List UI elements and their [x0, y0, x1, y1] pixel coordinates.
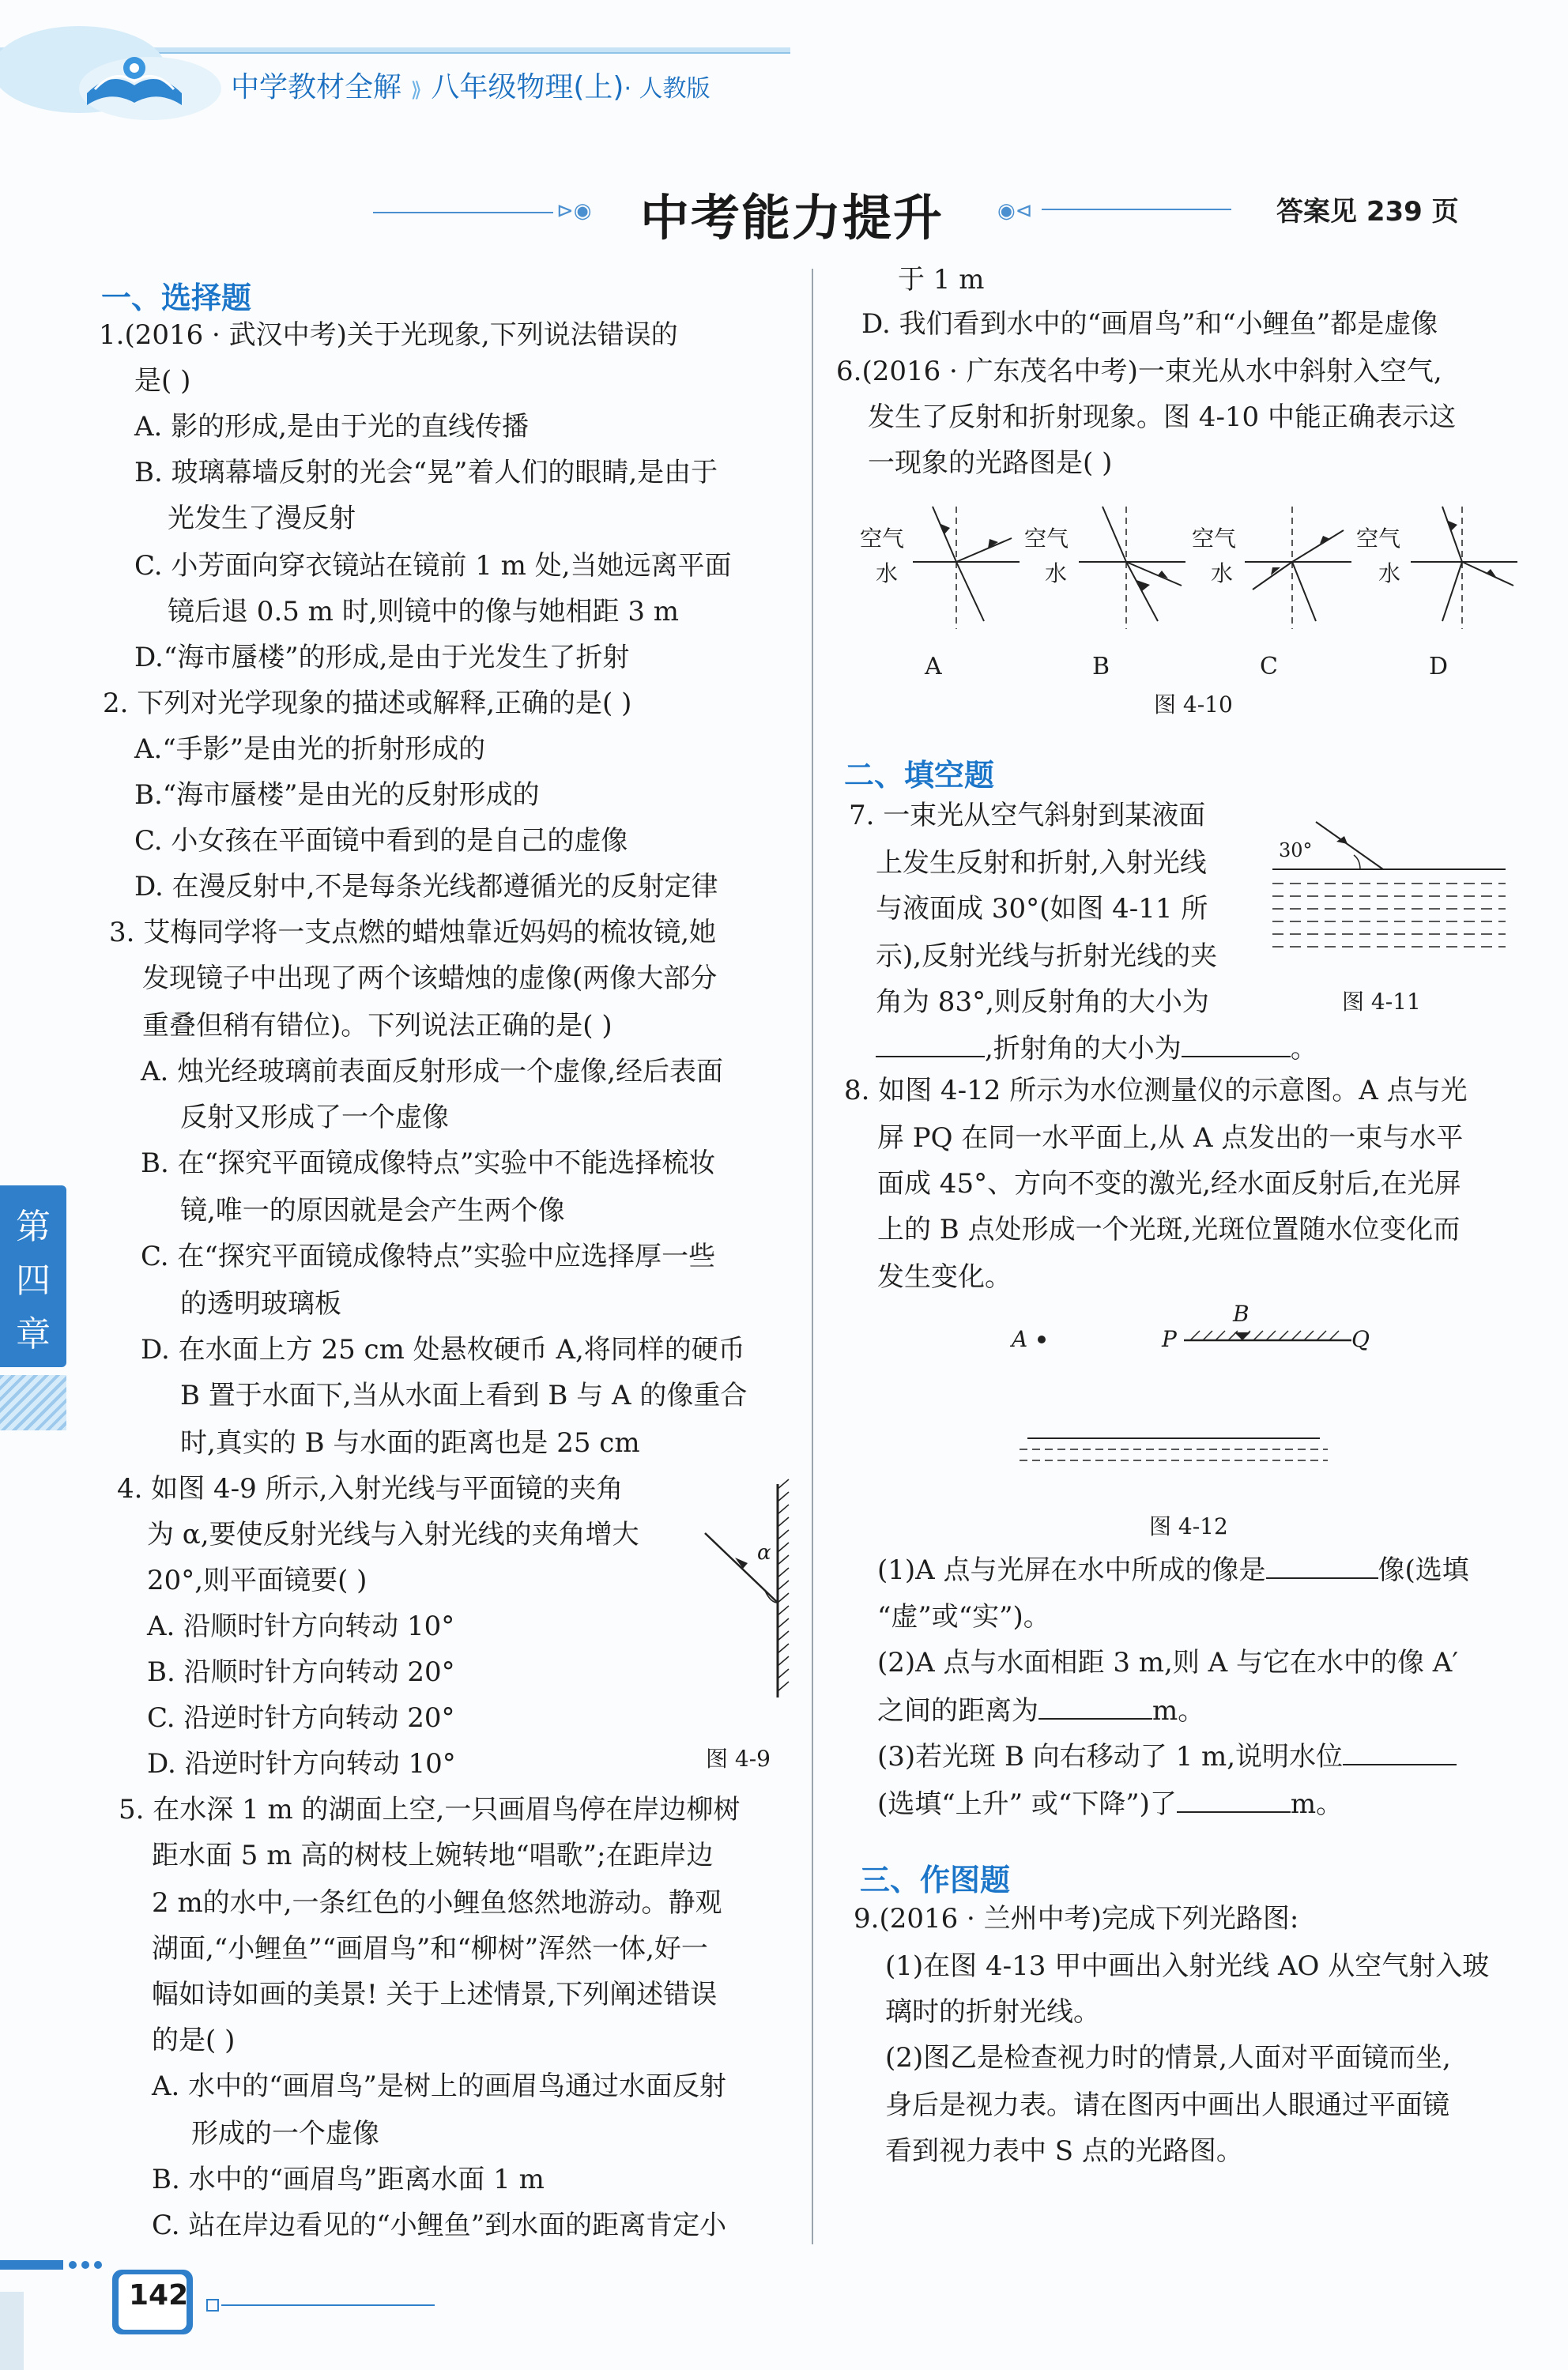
- q3-option: D. 在水面上方 25 cm 处悬枚硬币 A,将同样的硬币: [141, 1334, 745, 1366]
- fig410-option-a: [913, 507, 1020, 629]
- fig410-label-a: A: [925, 653, 942, 680]
- q7-line: 与液面成 30°(如图 4-11 所: [876, 893, 1208, 925]
- q1-option: B. 玻璃幕墙反射的光会“晃”着人们的眼睛,是由于: [134, 457, 718, 488]
- q2-option: B.“海市蜃楼”是由光的反射形成的: [134, 779, 540, 811]
- q1-line: 是( ): [134, 365, 191, 397]
- fig410-option-b: [1079, 507, 1185, 629]
- fig49-alpha: α: [757, 1541, 771, 1565]
- fig410-label-b: B: [1092, 653, 1110, 680]
- q5-line: 2 m的水中,一条红色的小鲤鱼悠然地游动。静观: [152, 1887, 722, 1919]
- q2-option: C. 小女孩在平面镜中看到的是自己的虚像: [134, 825, 628, 857]
- figure-4-12: [1004, 1304, 1351, 1478]
- q4-line: 为 α,要使反射光线与入射光线的夹角增大: [147, 1519, 639, 1550]
- fig411-angle-label: 30°: [1279, 839, 1313, 861]
- fig410-caption: 图 4-10: [1154, 691, 1233, 718]
- q1-line: 1.(2016 · 武汉中考)关于光现象,下列说法错误的: [99, 319, 678, 351]
- q6-line: 一现象的光路图是( ): [868, 447, 1113, 479]
- fig412-point-q: Q: [1351, 1326, 1370, 1352]
- q8-sub3-cont: (选填“上升” 或“下降”)了 m。: [877, 1788, 1344, 1820]
- q7-blank-reflection[interactable]: [876, 1032, 985, 1057]
- q4-option: A. 沿顺时针方向转动 10°: [147, 1611, 455, 1642]
- fig411-caption: 图 4-11: [1342, 989, 1421, 1015]
- fig410-water-b: 水: [1045, 560, 1068, 586]
- fig410-water-d: 水: [1378, 560, 1401, 586]
- q1-option: D.“海市蜃楼”的形成,是由于光发生了折射: [134, 642, 630, 673]
- chapter-tab-stripes: [0, 1375, 66, 1430]
- q9-sub2-cont: 看到视力表中 S 点的光路图。: [885, 2135, 1243, 2167]
- title-right-arrows-icon: ◉⊲: [997, 199, 1033, 223]
- q7-line: 上发生反射和折射,入射光线: [876, 847, 1207, 879]
- q9-sub2: (2)图乙是检查视力时的情景,人面对平面镜而坐,: [885, 2042, 1451, 2074]
- q4-line: 20°,则平面镜要( ): [147, 1565, 368, 1596]
- q5-option: A. 水中的“画眉鸟”是树上的画眉鸟通过水面反射: [152, 2070, 726, 2102]
- page-title: 中考能力提升: [640, 189, 944, 247]
- q3-option: A. 烛光经玻璃前表面反射形成一个虚像,经后表面: [141, 1056, 723, 1087]
- q7-answer-line: ,折射角的大小为 。: [876, 1032, 1317, 1064]
- section-choice: 一、选择题: [101, 281, 252, 315]
- title-left-rule: [373, 212, 553, 213]
- q9-sub2-cont: 身后是视力表。请在图丙中画出人眼通过平面镜: [885, 2089, 1449, 2121]
- fig410-air-d: 空气: [1356, 526, 1401, 552]
- q1-option: C. 小芳面向穿衣镜站在镜前 1 m 处,当她远离平面: [134, 550, 732, 582]
- q2-option: A.“手影”是由光的折射形成的: [134, 733, 486, 765]
- q8-line: 上的 B 点处形成一个光斑,光斑位置随水位变化而: [877, 1214, 1461, 1245]
- figure-4-11: [1268, 798, 1510, 956]
- q5-line: 5. 在水深 1 m 的湖面上空,一只画眉鸟停在岸边柳树: [119, 1794, 741, 1826]
- q8-sub3: (3)若光斑 B 向右移动了 1 m,说明水位: [877, 1740, 1457, 1773]
- fig410-water-c: 水: [1211, 560, 1234, 586]
- q3-option: C. 在“探究平面镜成像特点”实验中应选择厚一些: [141, 1241, 716, 1272]
- answer-reference: 答案见 239 页: [1276, 196, 1459, 228]
- fig410-air-a: 空气: [860, 526, 905, 552]
- q7-line: 角为 83°,则反射角的大小为: [876, 986, 1209, 1018]
- q3-option: 时,真实的 B 与水面的距离也是 25 cm: [180, 1427, 640, 1459]
- book-edition: · 人教版: [624, 75, 710, 103]
- q5-option: 形成的一个虚像: [191, 2118, 379, 2150]
- q1-option: 镜后退 0.5 m 时,则镜中的像与她相距 3 m: [168, 596, 680, 627]
- book-subject: 八年级物理(上): [431, 71, 624, 104]
- title-left-arrows-icon: ⊳◉: [556, 199, 592, 223]
- q3-option: 的透明玻璃板: [180, 1288, 341, 1320]
- q5-line: 湖面,“小鲤鱼”“画眉鸟”和“柳树”浑然一体,好一: [152, 1933, 708, 1965]
- fig410-label-d: D: [1429, 653, 1449, 680]
- q8-blank-distance[interactable]: [1038, 1694, 1152, 1720]
- q8-sub1: (1)A 点与光屏在水中所成的像是 像(选填: [877, 1554, 1469, 1586]
- fig410-option-d: [1411, 507, 1517, 629]
- fig410-label-c: C: [1260, 653, 1278, 680]
- section-fill: 二、填空题: [844, 758, 995, 793]
- q5-option: 于 1 m: [898, 264, 985, 296]
- q2-option: D. 在漫反射中,不是每条光线都遵循光的反射定律: [134, 871, 718, 902]
- q9-line: 9.(2016 · 兰州中考)完成下列光路图:: [854, 1903, 1299, 1935]
- q9-sub1-cont: 璃时的折射光线。: [885, 1996, 1100, 2028]
- q7-blank-refraction[interactable]: [1182, 1032, 1291, 1057]
- fig410-option-c: [1245, 507, 1351, 629]
- q2-line: 2. 下列对光学现象的描述或解释,正确的是( ): [103, 688, 632, 719]
- fig49-caption: 图 4-9: [706, 1746, 771, 1772]
- q5-line: 的是( ): [152, 2025, 236, 2056]
- q8-sub2: (2)A 点与水面相距 3 m,则 A 与它在水中的像 A′: [877, 1647, 1459, 1679]
- figure-4-9: [695, 1478, 798, 1707]
- q8-blank-direction[interactable]: [1343, 1740, 1457, 1765]
- q3-line: 3. 艾梅同学将一支点燃的蜡烛靠近妈妈的梳妆镜,她: [109, 917, 717, 948]
- q4-option: C. 沿逆时针方向转动 20°: [147, 1702, 455, 1734]
- chapter-tab-char: 四: [16, 1260, 51, 1301]
- q7-line: 7. 一束光从空气斜射到某液面: [849, 800, 1206, 831]
- q8-blank-change[interactable]: [1177, 1788, 1291, 1813]
- fig412-point-p: P: [1162, 1326, 1177, 1352]
- q7-line: 示),反射光线与折射光线的夹: [876, 940, 1218, 972]
- q1-option: 光发生了漫反射: [168, 503, 356, 534]
- q5-option: B. 水中的“画眉鸟”距离水面 1 m: [152, 2164, 545, 2195]
- fig412-point-b: B: [1233, 1301, 1250, 1327]
- q8-line: 8. 如图 4-12 所示为水位测量仪的示意图。A 点与光: [844, 1075, 1468, 1106]
- fig412-caption: 图 4-12: [1149, 1513, 1228, 1539]
- fig410-water-a: 水: [876, 560, 899, 586]
- footer-decoration: [0, 2244, 474, 2370]
- q9-sub1: (1)在图 4-13 甲中画出入射光线 AO 从空气射入玻: [885, 1950, 1490, 1982]
- q8-line: 屏 PQ 在同一水平面上,从 A 点发出的一束与水平: [877, 1122, 1464, 1154]
- fig410-air-b: 空气: [1024, 526, 1069, 552]
- q3-option: B 置于水面下,当从水面上看到 B 与 A 的像重合: [180, 1380, 748, 1411]
- chapter-tab-char: 第: [16, 1207, 51, 1247]
- header-decoration: [0, 0, 1568, 126]
- q4-option: D. 沿逆时针方向转动 10°: [147, 1748, 456, 1780]
- q3-option: 镜,唯一的原因就是会产生两个像: [180, 1195, 565, 1226]
- q4-line: 4. 如图 4-9 所示,入射光线与平面镜的夹角: [117, 1473, 624, 1505]
- q8-sub2-cont: 之间的距离为 m。: [877, 1695, 1205, 1727]
- q4-option: B. 沿顺时针方向转动 20°: [147, 1656, 455, 1688]
- q8-sub1-cont: “虚”或“实”)。: [877, 1601, 1050, 1633]
- q8-line: 面成 45°、方向不变的激光,经水面反射后,在光屏: [877, 1168, 1461, 1200]
- title-right-rule: [1042, 209, 1231, 210]
- q6-line: 发生了反射和折射现象。图 4-10 中能正确表示这: [868, 401, 1456, 433]
- section-draw: 三、作图题: [860, 1863, 1011, 1897]
- fig412-point-a: A: [1012, 1326, 1028, 1352]
- q5-option: D. 我们看到水中的“画眉鸟”和“小鲤鱼”都是虚像: [861, 308, 1438, 340]
- q3-option: 反射又形成了一个虚像: [180, 1102, 449, 1133]
- fig410-air-c: 空气: [1192, 526, 1237, 552]
- q6-line: 6.(2016 · 广东茂名中考)一束光从水中斜射入空气,: [836, 356, 1442, 387]
- chapter-tab-char: 章: [16, 1314, 51, 1355]
- q8-blank-image-type[interactable]: [1266, 1554, 1378, 1579]
- q3-line: 重叠但稍有错位)。下列说法正确的是( ): [142, 1010, 612, 1042]
- q1-option: A. 影的形成,是由于光的直线传播: [134, 411, 529, 443]
- q5-line: 距水面 5 m 高的树枝上婉转地“唱歌”;在距岸边: [152, 1840, 714, 1871]
- q5-line: 幅如诗如画的美景! 关于上述情景,下列阐述错误: [152, 1979, 718, 2010]
- column-divider: [812, 269, 813, 2244]
- book-logo-icon: [79, 46, 190, 117]
- q3-line: 发现镜子中出现了两个该蜡烛的虚像(两像大部分: [142, 963, 718, 994]
- q5-option: C. 站在岸边看见的“小鲤鱼”到水面的距离肯定小: [152, 2210, 727, 2241]
- q8-line: 发生变化。: [877, 1261, 1012, 1293]
- page-number: 142: [129, 2279, 189, 2312]
- q3-option: B. 在“探究平面镜成像特点”实验中不能选择梳妆: [141, 1147, 716, 1179]
- book-title: 中学教材全解: [231, 71, 402, 104]
